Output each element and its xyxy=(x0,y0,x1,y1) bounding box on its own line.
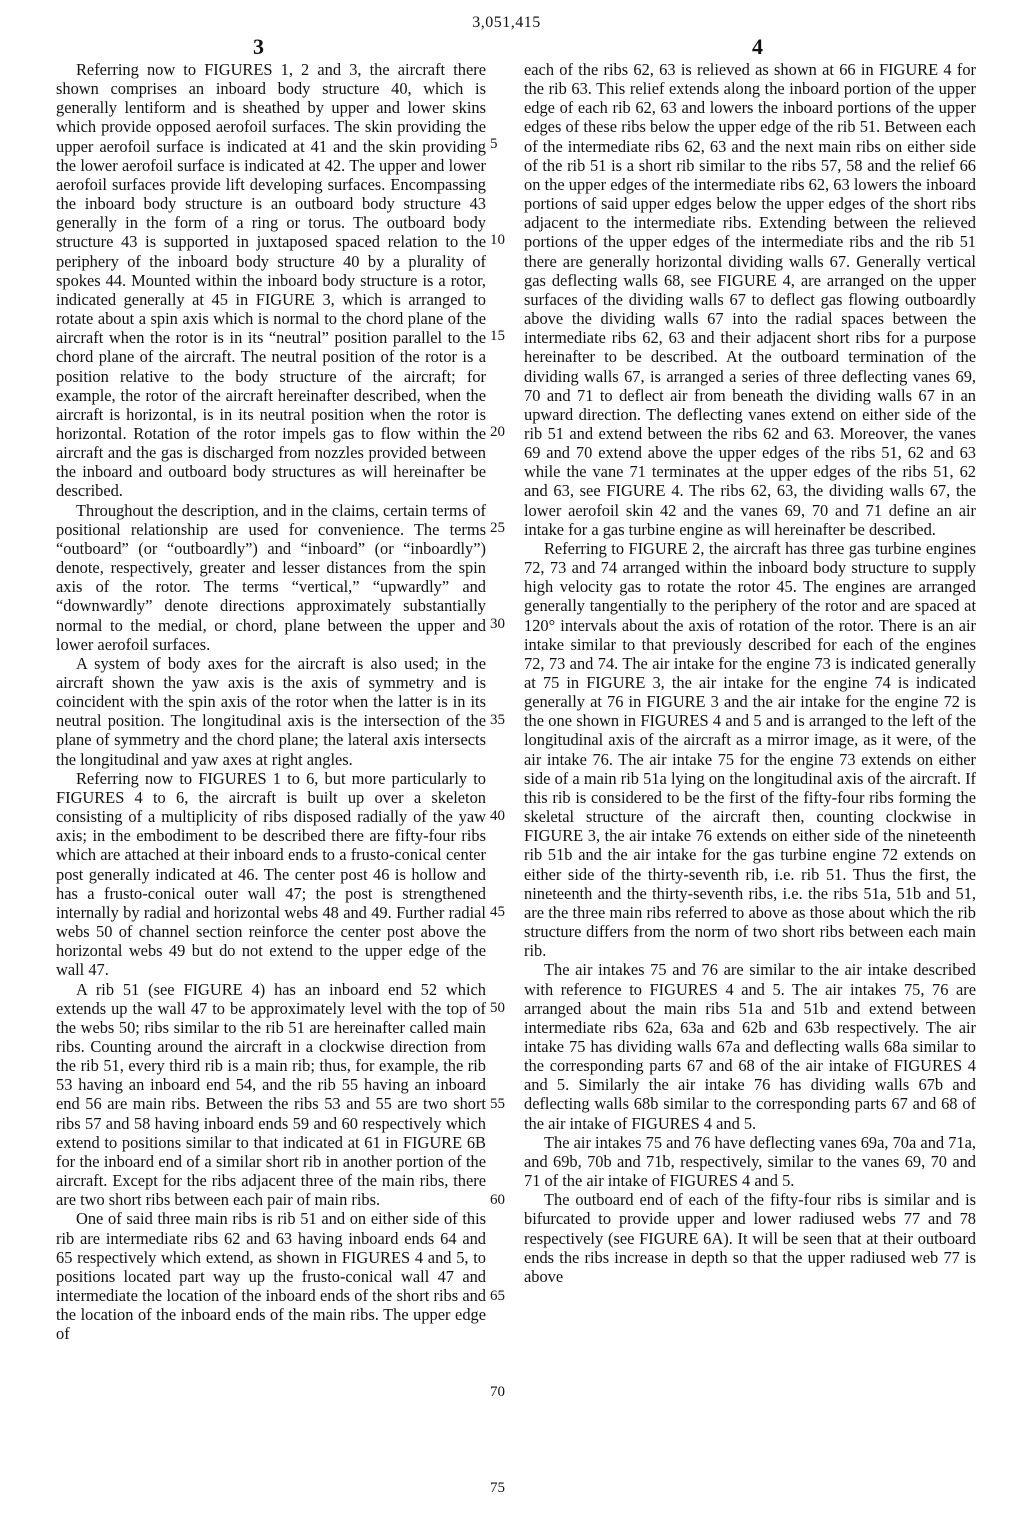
paragraph: Referring now to FIGURES 1 to 6, but more particularly to FIGURES 4 to 6, the aircraft is built up over a skeleton consisting of a multiplicity of ribs disposed radially of the yaw axis; in the embodiment to be described there are fifty-four ribs which are attached at their inboard ends to a frusto-conical center post generally indicated at 46. The center post 46 is hollow and has a frusto-conical outer wall 47; the post is strengthened internally by radial and horizontal webs 48 and 49. Further radial webs 50 of channel section reinforce the center post above the horizontal webs 49 but do not extend to the upper edge of the wall 47. xyxy=(56,768,486,980)
line-number: 75 xyxy=(490,1480,505,1496)
line-number: 20 xyxy=(490,424,505,440)
paragraph: Throughout the description, and in the claims, certain terms of positional relationship are used for convenience. The terms “outboard” (or “outboardly”) and “inboard” (or “inboardly”) denote, respectively, greater and lesser distances from the spin axis of the rotor. The terms “vertical,” “upwardly” and “downwardly” denote directions approximately substantially normal to the medial, or chord, plane between the upper and lower aerofoil surfaces. xyxy=(56,500,486,654)
line-number: 35 xyxy=(490,712,505,728)
line-number: 25 xyxy=(490,520,505,536)
paragraph: each of the ribs 62, 63 is relieved as shown at 66 in FIGURE 4 for the rib 63. This relief extends along the inboard portion of the upper edge of each rib 62, 63 and lowers the inboard portions of the upper edges of these ribs below the upper edge of the rib 51. Between each of the intermediate ribs 62, 63 and the next main ribs on either side of the rib 51 is a short rib similar to the ribs 57, 58 and the relief 66 on the upper edges of the intermediate ribs 62, 63 lowers the inboard portions of said upper edges below the upper edges of the short ribs adjacent to the intermediate ribs. Extending between the relieved portions of the upper edges of the intermediate ribs and the rib 51 there are generally horizontal dividing walls 67. Generally vertical gas deflecting walls 68, see FIGURE 4, are arranged on the upper surfaces of the dividing walls 67 to deflect gas flowing outboardly above the dividing walls 67 into the radial spaces between the intermediate ribs 62, 63 and their adjacent short ribs for a purpose hereinafter to be described. At the outboard termination of the dividing walls 67, is arranged a series of three deflecting vanes 69, 70 and 71 to deflect air from beneath the dividing walls 67 in an upward direction. The deflecting vanes extend on either side of the rib 51 and extend between the ribs 62 and 63. Moreover, the vanes 69 and 70 extend above the upper edges of the ribs 51, 62 and 63 while the vane 71 terminates at the upper edges of the ribs 51, 62 and 63, see FIGURE 4. The ribs 62, 63, the dividing walls 67, the lower aerofoil skin 42 and the vanes 69, 70 and 71 define an air intake for a gas turbine engine as will hereinafter be described. xyxy=(524,60,976,539)
line-number: 60 xyxy=(490,1192,505,1208)
left-column-number: 3 xyxy=(253,34,264,59)
left-column xyxy=(56,60,486,1343)
right-column-number: 4 xyxy=(752,34,763,59)
line-number: 70 xyxy=(490,1384,505,1400)
line-number: 65 xyxy=(490,1288,505,1304)
paragraph: The outboard end of each of the fifty-four ribs is similar and is bifurcated to provide upper and lower radiused webs 77 and 78 respectively (see FIGURE 6A). It will be seen that at their outboard ends the ribs increase in depth so that the upper radiused web 77 is above xyxy=(524,1190,976,1286)
paragraph: The air intakes 75 and 76 are similar to the air intake described with reference to FIGURES 4 and 5. The air intakes 75, 76 are arranged about the main ribs 51a and 51b and extend between intermediate ribs 62a, 63a and 62b and 63b respectively. The air intake 75 has dividing walls 67a and deflecting walls 68a similar to the corresponding parts 67 and 68 of the air intake of FIGURES 4 and 5. Similarly the air intake 76 has dividing walls 67b and deflecting walls 68b similar to the corresponding parts 67 and 68 of the air intake of FIGURES 4 and 5. xyxy=(524,960,976,1133)
page-header xyxy=(0,10,1013,50)
paragraph: A rib 51 (see FIGURE 4) has an inboard end 52 which extends up the wall 47 to be approximately level with the top of the webs 50; ribs similar to the rib 51 are hereinafter called main ribs. Counting around the aircraft in a clockwise direction from the rib 51, every third rib is a main rib; thus, for example, the rib 53 having an inboard end 54, and the rib 55 having an inboard end 56 are main ribs. Between the ribs 53 and 55 are two short ribs 57 and 58 having inboard ends 59 and 60 respectively which extend to positions similar to that indicated at 61 in FIGURE 6B for the inboard end of a similar short rib in another portion of the aircraft. Except for the ribs adjacent three of the main ribs, there are two short ribs between each pair of main ribs. xyxy=(56,979,486,1210)
line-number: 30 xyxy=(490,616,505,632)
paragraph: The air intakes 75 and 76 have deflecting vanes 69a, 70a and 71a, and 69b, 70b and 71b, respectively, similar to the vanes 69, 70 and 71 of the air intake of FIGURES 4 and 5. xyxy=(524,1132,976,1191)
paragraph: Referring to FIGURE 2, the aircraft has three gas turbine engines 72, 73 and 74 arranged within the inboard body structure to supply high velocity gas to rotate the rotor 45. The engines are arranged generally tangentially to the periphery of the rotor and are spaced at 120° intervals about the axis of rotation of the rotor. There is an air intake similar to that previously described for each of the engines 72, 73 and 74. The air intake for the engine 73 is indicated generally at 75 in FIGURE 3, the air intake for the engine 74 is indicated generally at 76 in FIGURE 3 and the air intake for the engine 72 is the one shown in FIGURES 4 and 5 and is arranged to the left of the longitudinal axis of the aircraft as a mirror image, as it were, of the air intake 76. The air intake 75 for the engine 73 extends on either side of a main rib 51a lying on the longitudinal axis of the aircraft. If this rib is considered to be the first of the fifty-four ribs forming the skeletal structure of the aircraft then, counting clockwise in FIGURE 3, the air intake 76 extends on either side of the nineteenth rib 51b and the air intake for the gas turbine engine 72 extends on either side of the thirty-seventh rib, i.e. rib 51. Thus the first, the nineteenth and the thirty-seventh ribs, i.e. the ribs 51a, 51b and 51, are the three main ribs referred to above as those about which the rib structure differs from the norm of two short ribs between each main rib. xyxy=(524,538,976,961)
line-number: 10 xyxy=(490,232,505,248)
paragraph: Referring now to FIGURES 1, 2 and 3, the aircraft there shown comprises an inboard body structure 40, which is generally lentiform and is sheathed by upper and lower skins which provide opposed aerofoil surfaces. The skin providing the upper aerofoil surface is indicated at 41 and the skin providing the lower aerofoil surface is indicated at 42. The upper and lower aerofoil surfaces provide lift developing surfaces. Encompassing the inboard body structure is an outboard body structure 43 generally in the form of a ring or torus. The outboard body structure 43 is supported in juxtaposed spaced relation to the periphery of the inboard body structure 40 by a plurality of spokes 44. Mounted within the inboard body structure is a rotor, indicated generally at 45 in FIGURE 3, which is arranged to rotate about a spin axis which is normal to the chord plane of the aircraft when the rotor is in its “neutral” position parallel to the chord plane of the aircraft. The neutral position of the rotor is a position relative to the body structure of the aircraft; for example, the rotor of the aircraft hereinafter described, when the aircraft is horizontal, is in its neutral position when the rotor is horizontal. Rotation of the rotor impels gas to flow within the aircraft and the gas is discharged from nozzles provided between the inboard and outboard body structures as will hereinafter be described. xyxy=(56,60,486,501)
line-number: 15 xyxy=(490,328,505,344)
line-number: 40 xyxy=(490,808,505,824)
line-number: 50 xyxy=(490,1000,505,1016)
line-number: 5 xyxy=(490,136,498,152)
paragraph: A system of body axes for the aircraft is also used; in the aircraft shown the yaw axis is the axis of symmetry and is coincident with the spin axis of the rotor when the latter is in its neutral position. The longitudinal axis is the intersection of the plane of symmetry and the chord plane; the lateral axis intersects the longitudinal and yaw axes at right angles. xyxy=(56,653,486,769)
line-number: 45 xyxy=(490,904,505,920)
right-column xyxy=(524,60,976,1286)
line-number: 55 xyxy=(490,1096,505,1112)
patent-number: 3,051,415 xyxy=(472,14,541,31)
paragraph: One of said three main ribs is rib 51 and on either side of this rib are intermediate ribs 62 and 63 having inboard ends 64 and 65 respectively which extend, as shown in FIGURES 4 and 5, to positions located part way up the frusto-conical wall 47 and intermediate the location of the inboard ends of the short ribs and the location of the inboard ends of the main ribs. The upper edge of xyxy=(56,1209,486,1344)
